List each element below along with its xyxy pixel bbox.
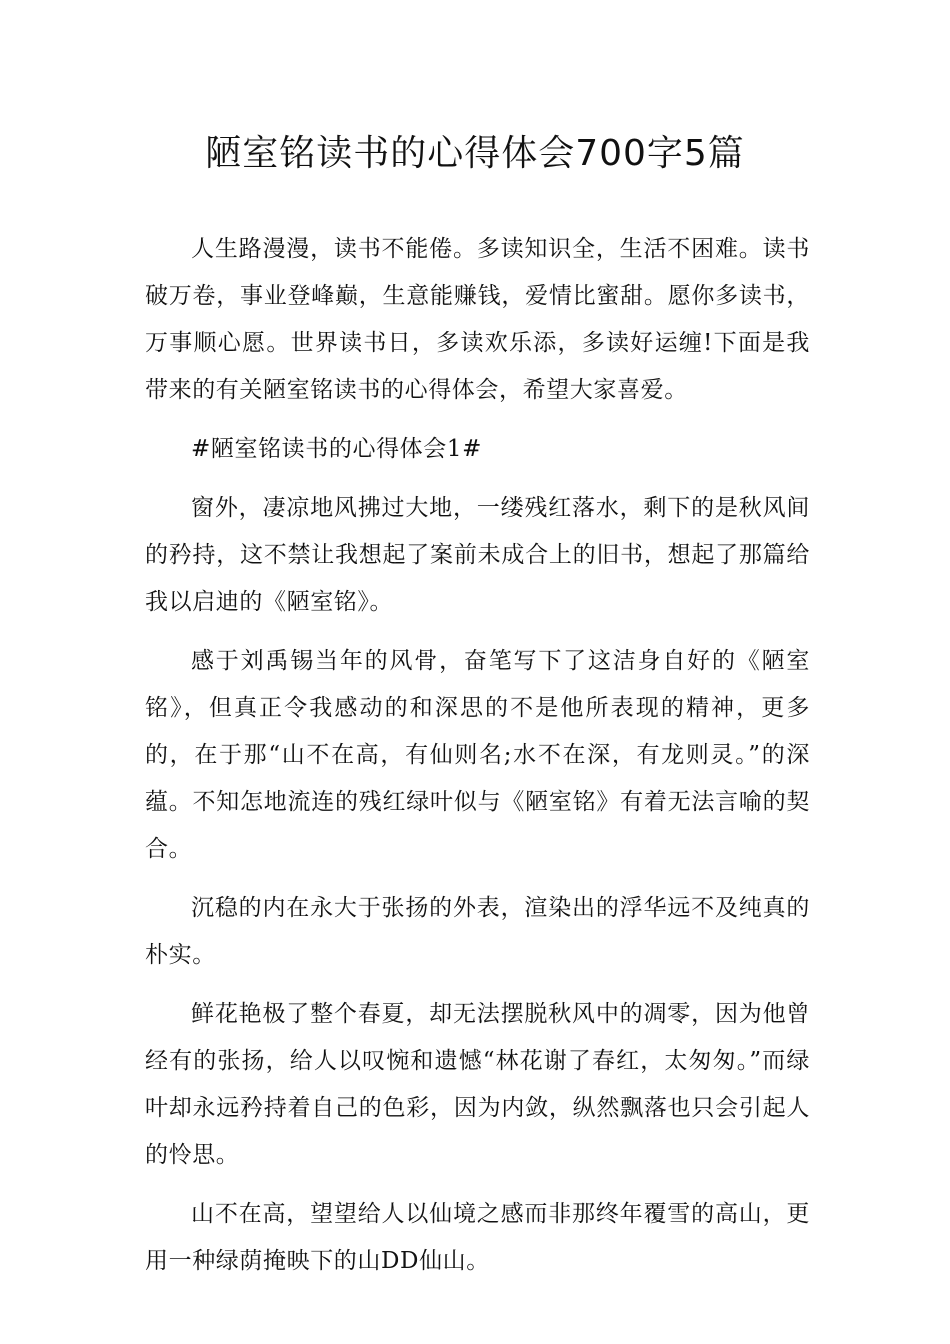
paragraph: 山不在高，望望给人以仙境之感而非那终年覆雪的高山，更用一种绿荫掩映下的山DD仙山。 (145, 1201, 810, 1274)
section-heading: #陋室铭读书的心得体会1# (191, 436, 482, 462)
paragraph: 人生路漫漫，读书不能倦。多读知识全，生活不困难。读书破万卷，事业登峰巅，生意能赚钱，爱情比蜜甜。愿你多读书，万事顺心愿。世界读书日，多读欢乐添，多读好运缠!下面是我带来的有关陋室铭读书的心得体会，希望大家喜爱。 (145, 236, 810, 403)
paragraph: 感于刘禹锡当年的风骨，奋笔写下了这洁身自好的《陋室铭》，但真正令我感动的和深思的不是他所表现的精神，更多的，在于那“山不在高，有仙则名;水不在深，有龙则灵。”的深蕴。不知怎地流连的残红绿叶似与《陋室铭》有着无法言喻的契合。 (145, 648, 810, 862)
paragraph: 窗外，凄凉地风拂过大地，一缕残红落水，剩下的是秋风间的矜持，这不禁让我想起了案前未成合上的旧书，想起了那篇给我以启迪的《陋室铭》。 (145, 495, 810, 615)
paragraph: 沉稳的内在永大于张扬的外表，渲染出的浮华远不及纯真的朴实。 (145, 895, 810, 968)
document-body (145, 226, 810, 1297)
paragraph: 鲜花艳极了整个春夏，却无法摆脱秋风中的凋零，因为他曾经有的张扬，给人以叹惋和遗憾“林花谢了春红，太匆匆。”而绿叶却永远矜持着自己的色彩，因为内敛，纵然飘落也只会引起人的怜思。 (145, 1001, 810, 1168)
document-title: 陋室铭读书的心得体会700字5篇 (205, 133, 745, 174)
